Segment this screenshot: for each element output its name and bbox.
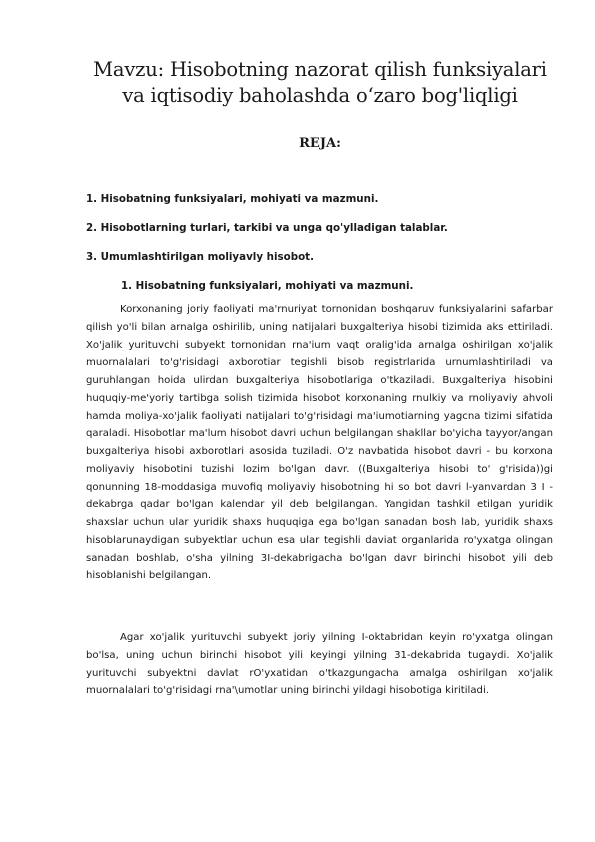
- document-title: [80, 57, 560, 109]
- title-line-1: Mavzu: Hisobotning nazorat qilish funksiyalari: [93, 58, 547, 81]
- section-heading: 1. Hisobatning funksiyalari, mohiyati va mazmuni.: [121, 280, 414, 292]
- toc-item-1: 1. Hisobatning funksiyalari, mohiyati va mazmuni.: [86, 193, 379, 205]
- toc-item-3: 3. Umumlashtirilgan moliyavly hisobot.: [86, 251, 314, 263]
- title-line-2: va iqtisodiy baholashda o‘zaro bog'liqligi: [122, 84, 518, 107]
- toc-item-2: 2. Hisobotlarning turlari, tarkibi va unga qo'ylladigan talablar.: [86, 222, 448, 234]
- plan-heading: REJA:: [299, 136, 341, 151]
- body-paragraph-1: Korxonaning joriy faoliyati ma'rnuriyat tornonidan boshqaruv funksiyalarini safarbar qilish yo'li bilan arnalga oshirilib, uning natijalari buxgalteriya hisobi tizimida aks ettiriladi. Xo'jalik yurituvchi subyekt tornonidan rna'ium vaqt oralig'ida arnalga oshirilgan xo'jalik muornalalari to'g'risidagi axborotiar tegishli bisob registrlarida urnumlashtiriladi va guruhlangan hoida ulirdan buxgalteriya hisobotlariga o'tkaziladi. Buxgalteriya hisobini huquqiy-me'yoriy tartibga solish tizimida hisobot korxonaning rnulkiy va rnoliyaviy ahvoli hamda moliya-xo'jalik faoliyati natijalari to'g'risidagi ma'iumotiarning yagcna tizimi sifatida qaraladi. Hisobotlar ma'lum hisobot davri uchun belgilangan shakllar bo'yicha tayyor/angan buxgalteriya hisobi axborotlari asosida tuziladi. O'z navbatida hisobot davri - bu korxona moliyaviy hisobotini tuzishi lozim bo'lgan davr. ((Buxgalteriya hisobi to' g'risida))gi qonunning 18-moddasiga muvofiq moliyaviy hisobotning hi so bot davri l-yanvardan 3 I -dekabrga qadar bo'lgan kalendar yil deb belgilangan. Yangidan tashkil etilgan yuridik shaxslar uchun ular yuridik shaxs huquqiga ega bo'lgan sanadan bosh lab, yuridik shaxs hisoblarunaydigan subyektlar uchun esa ular tegishli daviat organlarida ro'yxatga olingan sanadan boshlab, o'sha yilning 3I-dekabrigacha bo'lgan davr birinchi hisobot yili deb hisoblanishi belgilangan.: [86, 304, 553, 582]
- body-paragraph-2: Agar xo'jalik yurituvchi subyekt joriy yilning I-oktabridan keyin ro'yxatga olingan bo'lsa, uning uchun birinchi hisobot yili keyingi yilning 31-dekabrida tugaydi. Xo'jalik yurituvchi subyektni davlat rO'yxatidan o'tkazgungacha amalga oshirilgan xo'jalik muornalalari to'g'risidagi rna'\umotlar uning birinchi yildagi hisobotiga kiritiladi.: [86, 632, 553, 697]
